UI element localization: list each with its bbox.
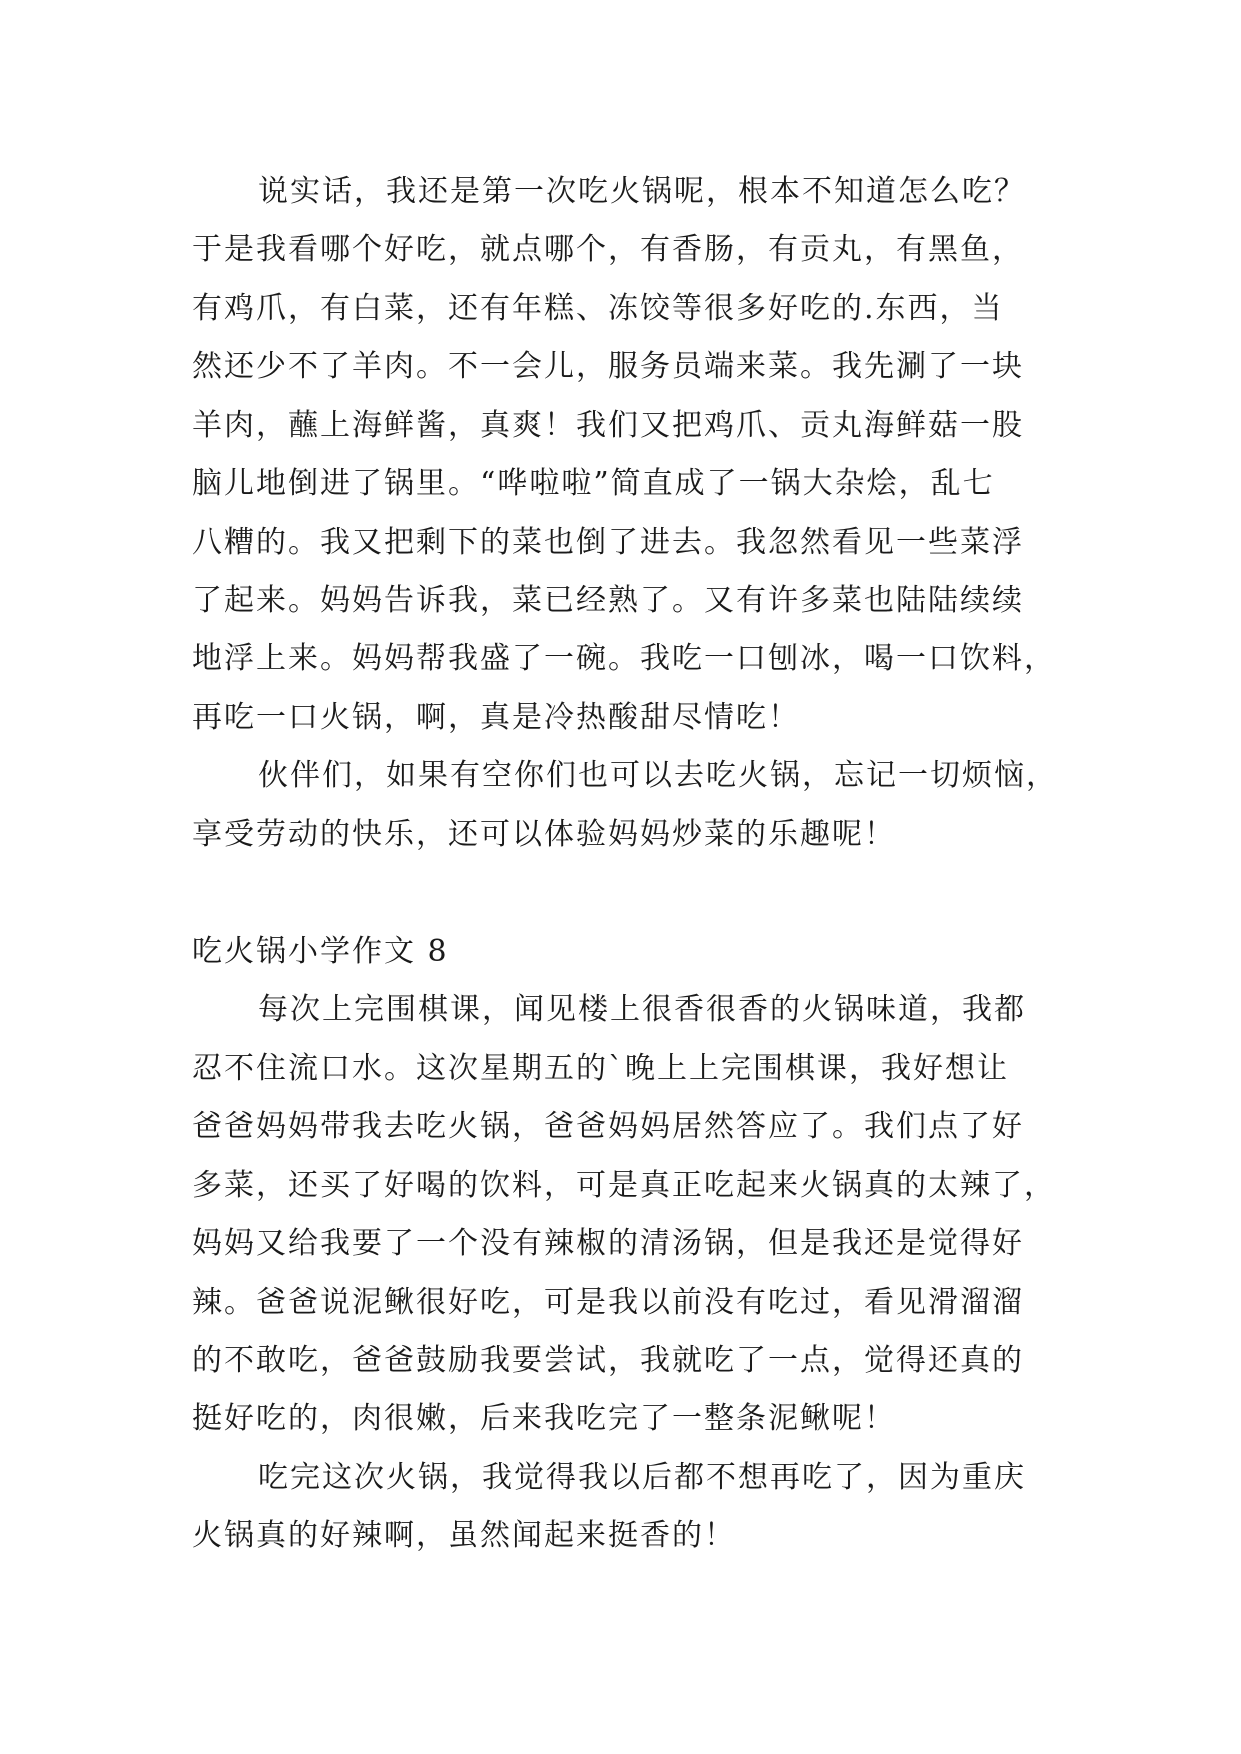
paragraph-line: 再吃一口火锅，啊，真是冷热酸甜尽情吃！ xyxy=(192,700,800,735)
paragraph-line: 脑儿地倒进了锅里。“哗啦啦”简直成了一锅大杂烩，乱七 xyxy=(192,466,995,501)
paragraph-line: 的不敢吃，爸爸鼓励我要尝试，我就吃了一点，觉得还真的 xyxy=(192,1343,1024,1378)
paragraph-line: 有鸡爪，有白菜，还有年糕、冻饺等很多好吃的.东西，当 xyxy=(192,291,1004,326)
paragraph-line: 火锅真的好辣啊，虽然闻起来挺香的！ xyxy=(192,1518,736,1553)
paragraph-line: 妈妈又给我要了一个没有辣椒的清汤锅，但是我还是觉得好 xyxy=(192,1226,1024,1261)
paragraph-line: 挺好吃的，肉很嫩，后来我吃完了一整条泥鳅呢！ xyxy=(192,1401,896,1436)
paragraph-line: 忍不住流口水。这次星期五的`晚上上完围棋课，我好想让 xyxy=(192,1051,1009,1086)
paragraph-line: 八糟的。我又把剩下的菜也倒了进去。我忽然看见一些菜浮 xyxy=(192,525,1024,560)
paragraph-line: 每次上完围棋课，闻见楼上很香很香的火锅味道，我都 xyxy=(258,992,1026,1027)
paragraph-line: 享受劳动的快乐，还可以体验妈妈炒菜的乐趣呢！ xyxy=(192,817,896,852)
paragraph-line: 了起来。妈妈告诉我，菜已经熟了。又有许多菜也陆陆续续 xyxy=(192,583,1024,618)
paragraph-line: 伙伴们，如果有空你们也可以去吃火锅，忘记一切烦恼， xyxy=(258,758,1058,793)
paragraph-line: 多菜，还买了好喝的饮料，可是真正吃起来火锅真的太辣了， xyxy=(192,1168,1056,1203)
paragraph-line: 吃完这次火锅，我觉得我以后都不想再吃了，因为重庆 xyxy=(258,1460,1026,1495)
paragraph-line: 于是我看哪个好吃，就点哪个，有香肠，有贡丸，有黑鱼， xyxy=(192,232,1024,267)
paragraph-line: 然还少不了羊肉。不一会儿，服务员端来菜。我先涮了一块 xyxy=(192,349,1024,384)
paragraph-line: 说实话，我还是第一次吃火锅呢，根本不知道怎么吃？ xyxy=(258,174,1026,209)
paragraph-line: 羊肉，蘸上海鲜酱，真爽！我们又把鸡爪、贡丸海鲜菇一股 xyxy=(192,408,1024,443)
paragraph-line: 地浮上来。妈妈帮我盛了一碗。我吃一口刨冰，喝一口饮料， xyxy=(192,641,1056,676)
section-heading: 吃火锅小学作文 8 xyxy=(192,934,449,969)
paragraph-line: 爸爸妈妈带我去吃火锅，爸爸妈妈居然答应了。我们点了好 xyxy=(192,1109,1024,1144)
paragraph-line: 辣。爸爸说泥鳅很好吃，可是我以前没有吃过，看见滑溜溜 xyxy=(192,1285,1024,1320)
